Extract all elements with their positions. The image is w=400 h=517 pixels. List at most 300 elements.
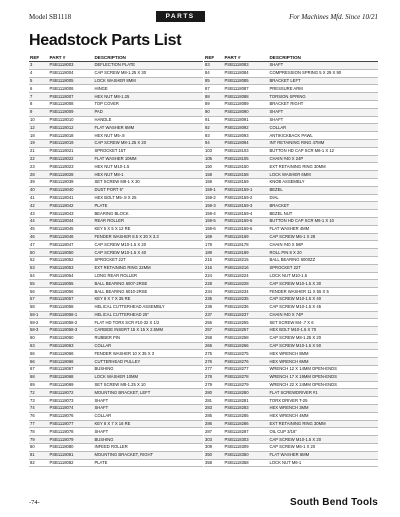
cell-description: TORSION SPRING — [268, 93, 378, 101]
table-row — [204, 186, 378, 194]
cell-part-number: PSB1118159 — [224, 178, 269, 186]
cell-description: SPROCKET 15T — [93, 147, 203, 155]
cell-part-number: PSB1118078 — [48, 428, 93, 436]
page-number: -74- — [29, 498, 40, 506]
cell-description: HELICAL CUTTERHEAD ASSEMBLY — [93, 303, 203, 311]
cell-ref: 56 — [29, 288, 48, 296]
cell-description: BRACKET RIGHT — [268, 100, 378, 108]
table-row — [204, 436, 378, 444]
cell-ref: 280 — [204, 389, 224, 397]
cell-description: HEX BOLT M5-.8 X 25 — [93, 194, 203, 202]
table-row — [29, 327, 203, 335]
cell-ref: 281 — [204, 397, 224, 405]
cell-description: HELICAL CUTTERHEAD 25" — [93, 311, 203, 319]
cell-part-number: PSB1118009 — [48, 108, 93, 116]
cell-part-number: PSB1118058-3 — [48, 327, 93, 335]
cell-ref: 18 — [29, 132, 48, 140]
cell-ref: 303 — [204, 436, 224, 444]
cell-description: SPROCKET 22T — [268, 264, 378, 272]
table-row — [204, 319, 378, 327]
column-header-part: PART # — [224, 54, 269, 62]
table-row — [204, 62, 378, 70]
cell-description: DUST PORT 6" — [93, 186, 203, 194]
table-row — [204, 116, 378, 124]
cell-ref: 258 — [204, 334, 224, 342]
table-row — [204, 163, 378, 171]
cell-ref: 93 — [204, 132, 224, 140]
cell-description: FENDER WASHER 11 X 55 X 5 — [268, 288, 378, 296]
cell-part-number: PSB1118005 — [48, 77, 93, 85]
cell-ref: 66 — [29, 350, 48, 358]
cell-part-number: PSB1118066 — [48, 358, 93, 366]
cell-part-number: PSB1118094 — [224, 139, 269, 147]
cell-part-number: PSB1118090 — [224, 108, 269, 116]
cell-ref: 79 — [29, 436, 48, 444]
table-row — [29, 217, 203, 225]
table-row — [29, 319, 203, 327]
table-row — [204, 217, 378, 225]
table-row — [29, 311, 203, 319]
cell-ref: 46 — [29, 233, 48, 241]
table-row — [29, 288, 203, 296]
table-row — [29, 303, 203, 311]
cell-part-number: PSB1118280 — [224, 389, 269, 397]
cell-ref: 85 — [204, 77, 224, 85]
cell-part-number: PSB1118055 — [48, 280, 93, 288]
table-row — [204, 85, 378, 93]
cell-ref: 54 — [29, 272, 48, 280]
cell-description: SHAFT — [93, 428, 203, 436]
table-row — [29, 93, 203, 101]
page-footer — [29, 495, 378, 509]
cell-ref: 42 — [29, 202, 48, 210]
table-header-row — [204, 54, 378, 62]
table-row — [204, 295, 378, 303]
cell-part-number: PSB1118159-5 — [224, 217, 269, 225]
cell-description: HEX WRENCH 8MM — [268, 350, 378, 358]
cell-ref: 224 — [204, 272, 224, 280]
cell-ref: 91 — [204, 116, 224, 124]
table-row — [204, 381, 378, 389]
cell-description: SHAFT — [268, 62, 378, 70]
cell-part-number: PSB1118159-4 — [224, 210, 269, 218]
cell-description: HEX WRENCH 6MM — [268, 358, 378, 366]
cell-description: PLATE — [93, 202, 203, 210]
table-row — [204, 69, 378, 77]
cell-ref: 52 — [29, 256, 48, 264]
cell-part-number: PSB1118010 — [48, 116, 93, 124]
table-header-row — [29, 54, 203, 62]
cell-part-number: PSB1118091 — [224, 116, 269, 124]
cell-description: MOUNTING BRACKET, RIGHT — [93, 451, 203, 459]
cell-description: HEX NUT M10-1.5 — [93, 163, 203, 171]
cell-description: INFEED ROLLER — [93, 444, 203, 452]
column-header-description: DESCRIPTION — [93, 54, 203, 62]
cell-part-number: PSB1118303 — [224, 436, 269, 444]
cell-part-number: PSB1118044 — [48, 217, 93, 225]
cell-part-number: PSB1118093 — [224, 132, 269, 140]
cell-ref: 5 — [29, 77, 48, 85]
cell-description: DEFLECTION PLATE — [93, 62, 203, 70]
cell-ref: 81 — [29, 451, 48, 459]
table-row — [29, 155, 203, 163]
cell-part-number: PSB1118285 — [224, 412, 269, 420]
cell-part-number: PSB1118150 — [224, 163, 269, 171]
table-row — [29, 85, 203, 93]
cell-part-number: PSB1118085 — [224, 77, 269, 85]
cell-part-number: PSB1118040 — [48, 186, 93, 194]
table-row — [204, 194, 378, 202]
cell-ref: 76 — [29, 412, 48, 420]
table-row — [204, 288, 378, 296]
cell-ref: 68 — [29, 373, 48, 381]
cell-ref: 45 — [29, 225, 48, 233]
cell-ref: 350 — [204, 451, 224, 459]
section-band: PARTS — [156, 11, 205, 22]
table-row — [29, 420, 203, 428]
cell-description: EXT RETAINING RING 30MM — [268, 163, 378, 171]
table-row — [204, 358, 378, 366]
cell-ref: 88 — [204, 93, 224, 101]
cell-ref: 159-4 — [204, 210, 224, 218]
cell-part-number: PSB1118045 — [48, 225, 93, 233]
cell-ref: 58 — [29, 303, 48, 311]
cell-description: LOCK NUT M6-1 — [268, 459, 378, 467]
table-row — [204, 108, 378, 116]
cell-description: BUTTON HD CAP SCR M6-1 X 10 — [268, 217, 378, 225]
cell-description: KNOB ASSEMBLY — [268, 178, 378, 186]
cell-part-number: PSB1118084 — [224, 69, 269, 77]
cell-part-number: PSB1118287 — [224, 428, 269, 436]
cell-description: REAR ROLLER — [93, 217, 203, 225]
cell-description: WRENCH 22 X 24MM OPEN-ENDS — [268, 381, 378, 389]
cell-ref: 43 — [29, 210, 48, 218]
cell-ref: 82 — [29, 459, 48, 467]
cell-part-number: PSB1118279 — [224, 381, 269, 389]
cell-part-number: PSB1118266 — [224, 342, 269, 350]
table-row — [29, 389, 203, 397]
cell-ref: 66 — [29, 358, 48, 366]
table-row — [204, 225, 378, 233]
cell-part-number: PSB1118060 — [48, 334, 93, 342]
model-label: Model SB1118 — [29, 12, 72, 21]
cell-part-number: PSB1118067 — [48, 366, 93, 374]
cell-ref: 6 — [29, 85, 48, 93]
cell-description: HEX NUT M5-.8 — [93, 132, 203, 140]
table-row — [204, 420, 378, 428]
table-row — [29, 373, 203, 381]
cell-ref: 234 — [204, 288, 224, 296]
cell-ref: 159-6 — [204, 225, 224, 233]
cell-description: CAP SCREW M8-1.25 X 30 — [93, 69, 203, 77]
cell-description: MOUNTING BRACKET, LEFT — [93, 389, 203, 397]
cell-part-number: PSB1118276 — [224, 358, 269, 366]
cell-part-number: PSB1118258 — [224, 334, 269, 342]
table-row — [29, 272, 203, 280]
cell-ref: 78 — [29, 428, 48, 436]
table-row — [29, 444, 203, 452]
cell-ref: 41 — [29, 194, 48, 202]
table-row — [204, 93, 378, 101]
cell-description: LOCK WASHER 10MM — [93, 373, 203, 381]
cell-part-number: PSB1118159-3 — [224, 202, 269, 210]
cell-part-number: PSB1118082 — [48, 459, 93, 467]
cell-ref: 44 — [29, 217, 48, 225]
table-row — [29, 69, 203, 77]
cell-description: BEARING BLOCK — [93, 210, 203, 218]
cell-ref: 57 — [29, 295, 48, 303]
table-row — [204, 233, 378, 241]
parts-table-right — [204, 54, 378, 467]
cell-part-number: PSB1118278 — [224, 373, 269, 381]
brand-logo-text: South Bend Tools — [289, 496, 378, 508]
table-row — [204, 256, 378, 264]
cell-part-number: PSB1118077 — [48, 420, 93, 428]
cell-part-number: PSB1118023 — [48, 163, 93, 171]
cell-ref: 47 — [29, 241, 48, 249]
table-row — [29, 334, 203, 342]
cell-part-number: PSB1118237 — [224, 311, 269, 319]
cell-part-number: PSB1118309 — [224, 444, 269, 452]
cell-ref: 287 — [204, 428, 224, 436]
cell-ref: 286 — [204, 420, 224, 428]
cell-part-number: PSB1118275 — [224, 350, 269, 358]
cell-description: CAP SCREW M10-1.5 X 20 — [93, 241, 203, 249]
cell-description: BEZEL — [268, 186, 378, 194]
table-row — [29, 132, 203, 140]
table-row — [204, 342, 378, 350]
table-row — [29, 366, 203, 374]
cell-description: FLAT WASHER 6MM — [268, 451, 378, 459]
cell-description: CHAIN #40 X 56P — [268, 241, 378, 249]
cell-description: FENDER WASHER 8.5 X 30 X 3.3 — [93, 233, 203, 241]
cell-ref: 28 — [29, 171, 48, 179]
page-title: Headstock Parts List — [29, 32, 182, 49]
table-row — [29, 249, 203, 257]
cell-ref: 9 — [29, 108, 48, 116]
cell-ref: 278 — [204, 373, 224, 381]
cell-description: WRENCH 12 X 14MM OPEN-ENDS — [268, 366, 378, 374]
cell-description: CAP SCREW M10-1.5 X 40 — [268, 295, 378, 303]
cell-ref: 276 — [204, 358, 224, 366]
cell-description: BRACKET — [268, 202, 378, 210]
cell-description: BUTTON HD CAP SCR M6-1 X 12 — [268, 147, 378, 155]
cell-part-number: PSB1118058-1 — [48, 311, 93, 319]
table-row — [29, 241, 203, 249]
table-row — [204, 132, 378, 140]
parts-table-left — [29, 54, 203, 467]
table-row — [29, 405, 203, 413]
table-row — [29, 342, 203, 350]
cell-part-number: PSB1118358 — [224, 459, 269, 467]
table-row — [204, 171, 378, 179]
table-row — [29, 459, 203, 467]
cell-description: LOCK WASHER 8MM — [93, 77, 203, 85]
table-row — [204, 241, 378, 249]
cell-ref: 19 — [29, 139, 48, 147]
cell-description: LOCK NUT M10-1.5 — [268, 272, 378, 280]
cell-part-number: PSB1118103 — [224, 147, 269, 155]
table-row — [29, 171, 203, 179]
table-row — [204, 124, 378, 132]
table-row — [204, 77, 378, 85]
cell-part-number: PSB1118047 — [48, 241, 93, 249]
cell-ref: 74 — [29, 405, 48, 413]
cell-description: CAP SCREW M8-1.25 X 20 — [93, 139, 203, 147]
table-row — [204, 389, 378, 397]
cell-description: SET SCREW M8-1 X 30 — [93, 178, 203, 186]
table-row — [204, 350, 378, 358]
cell-ref: 257 — [204, 327, 224, 335]
cell-part-number: PSB1118004 — [48, 69, 93, 77]
cell-description: FLAT WASHER 10MM — [93, 155, 203, 163]
cell-description: CUTTERHEAD PULLEY — [93, 358, 203, 366]
cell-description: KEY 8 X 7 X 35 RE — [93, 295, 203, 303]
cell-description: SHAFT — [268, 108, 378, 116]
table-row — [29, 178, 203, 186]
cell-ref: 8 — [29, 100, 48, 108]
cell-description: FLAT HD TORX SCR #10-32 X 1/2 — [93, 319, 203, 327]
table-row — [204, 366, 378, 374]
cell-part-number: PSB1118006 — [48, 85, 93, 93]
cell-description: WRENCH 17 X 19MM OPEN-ENDS — [268, 373, 378, 381]
cell-description: HEX WRENCH 4MM — [268, 412, 378, 420]
table-row — [29, 139, 203, 147]
cell-part-number: PSB1118052 — [48, 256, 93, 264]
cell-part-number: PSB1118081 — [48, 451, 93, 459]
cell-description: COLLAR — [268, 124, 378, 132]
cell-part-number: PSB1118159-1 — [224, 186, 269, 194]
cell-part-number: PSB1118022 — [48, 155, 93, 163]
cell-description: HINGE — [93, 85, 203, 93]
cell-description: BALL BEARING 6007-2RSE — [93, 280, 203, 288]
cell-part-number: PSB1118068 — [48, 373, 93, 381]
column-header-description: DESCRIPTION — [268, 54, 378, 62]
table-row — [29, 163, 203, 171]
cell-part-number: PSB1118158 — [224, 171, 269, 179]
cell-part-number: PSB1118189 — [224, 249, 269, 257]
cell-description: CAP SCREW M10-1.5 X 50 — [268, 342, 378, 350]
cell-ref: 87 — [204, 85, 224, 93]
table-row — [204, 444, 378, 452]
cell-part-number: PSB1118083 — [224, 62, 269, 70]
table-row — [204, 272, 378, 280]
cell-part-number: PSB1118087 — [224, 85, 269, 93]
cell-description: EXT RETAINING RING 22MM — [93, 264, 203, 272]
cell-ref: 309 — [204, 444, 224, 452]
cell-description: BRACKET LEFT — [268, 77, 378, 85]
cell-description: KEY 8 X 7 X 16 RE — [93, 420, 203, 428]
cell-description: LONG REAR ROLLER — [93, 272, 203, 280]
cell-part-number: PSB1118079 — [48, 436, 93, 444]
cell-ref: 58-1 — [29, 311, 48, 319]
table-row — [204, 155, 378, 163]
cell-part-number: PSB1118050 — [48, 249, 93, 257]
cell-ref: 4 — [29, 69, 48, 77]
cell-ref: 103 — [204, 147, 224, 155]
cell-description: CAP SCREW M6-1 X 28 — [268, 233, 378, 241]
table-row — [204, 210, 378, 218]
cell-ref: 159-1 — [204, 186, 224, 194]
column-header-ref: REF — [29, 54, 48, 62]
cell-ref: 159-5 — [204, 217, 224, 225]
column-header-part: PART # — [48, 54, 93, 62]
cell-ref: 7 — [29, 93, 48, 101]
table-row — [204, 412, 378, 420]
cell-description: COLLAR — [93, 342, 203, 350]
cell-ref: 266 — [204, 342, 224, 350]
manufacture-date-label: For Machines Mfd. Since 10/21 — [289, 12, 378, 21]
cell-part-number: PSB1118277 — [224, 366, 269, 374]
table-row — [204, 303, 378, 311]
cell-ref: 58-2 — [29, 319, 48, 327]
cell-ref: 216 — [204, 264, 224, 272]
cell-ref: 23 — [29, 163, 48, 171]
table-row — [29, 436, 203, 444]
table-row — [29, 412, 203, 420]
cell-description: SHAFT — [93, 405, 203, 413]
cell-ref: 12 — [29, 124, 48, 132]
cell-part-number: PSB1118350 — [224, 451, 269, 459]
cell-description: BUSHING — [93, 366, 203, 374]
cell-description: HEX NUT M8-1.25 — [93, 93, 203, 101]
cell-description: CAP SCREW M10-1.5 X 30 — [268, 280, 378, 288]
cell-ref: 3 — [29, 62, 48, 70]
cell-ref: 73 — [29, 397, 48, 405]
cell-description: FLAT SCREWDRIVER #1 — [268, 389, 378, 397]
cell-ref: 169 — [204, 233, 224, 241]
cell-description: ANTIKICKBACK PAWL — [268, 132, 378, 140]
cell-part-number: PSB1118046 — [48, 233, 93, 241]
cell-part-number: PSB1118042 — [48, 202, 93, 210]
table-row — [29, 77, 203, 85]
table-row — [29, 358, 203, 366]
cell-ref: 72 — [29, 389, 48, 397]
column-header-ref: REF — [204, 54, 224, 62]
page-header — [29, 11, 378, 22]
cell-part-number: PSB1118236 — [224, 303, 269, 311]
cell-part-number: PSB1118073 — [48, 397, 93, 405]
cell-description: KEY 5 X 5 X 12 RE — [93, 225, 203, 233]
cell-part-number: PSB1118074 — [48, 405, 93, 413]
table-row — [29, 233, 203, 241]
cell-ref: 55 — [29, 280, 48, 288]
cell-part-number: PSB1118169 — [224, 233, 269, 241]
table-row — [29, 108, 203, 116]
cell-ref: 189 — [204, 249, 224, 257]
cell-part-number: PSB1118039 — [48, 178, 93, 186]
cell-description: EXT RETAINING RING 30MM — [268, 420, 378, 428]
cell-part-number: PSB1118159-2 — [224, 194, 269, 202]
cell-part-number: PSB1118069 — [48, 381, 93, 389]
cell-description: PAD — [93, 108, 203, 116]
table-row — [204, 264, 378, 272]
cell-description: COMPRESSION SPRING 5 X 29 X 90 — [268, 69, 378, 77]
cell-part-number: PSB1118178 — [224, 241, 269, 249]
table-row — [204, 397, 378, 405]
cell-ref: 255 — [204, 319, 224, 327]
cell-description: OIL CUP 3/16" — [268, 428, 378, 436]
cell-part-number: PSB1118072 — [48, 389, 93, 397]
cell-description: HEX WRENCH 3MM — [268, 405, 378, 413]
cell-ref: 105 — [204, 155, 224, 163]
cell-part-number: PSB1118080 — [48, 444, 93, 452]
table-row — [29, 295, 203, 303]
cell-part-number: PSB1118007 — [48, 93, 93, 101]
cell-description: RUBBER PIN — [93, 334, 203, 342]
cell-description: CHAIN #40 X 24P — [268, 155, 378, 163]
table-row — [29, 116, 203, 124]
